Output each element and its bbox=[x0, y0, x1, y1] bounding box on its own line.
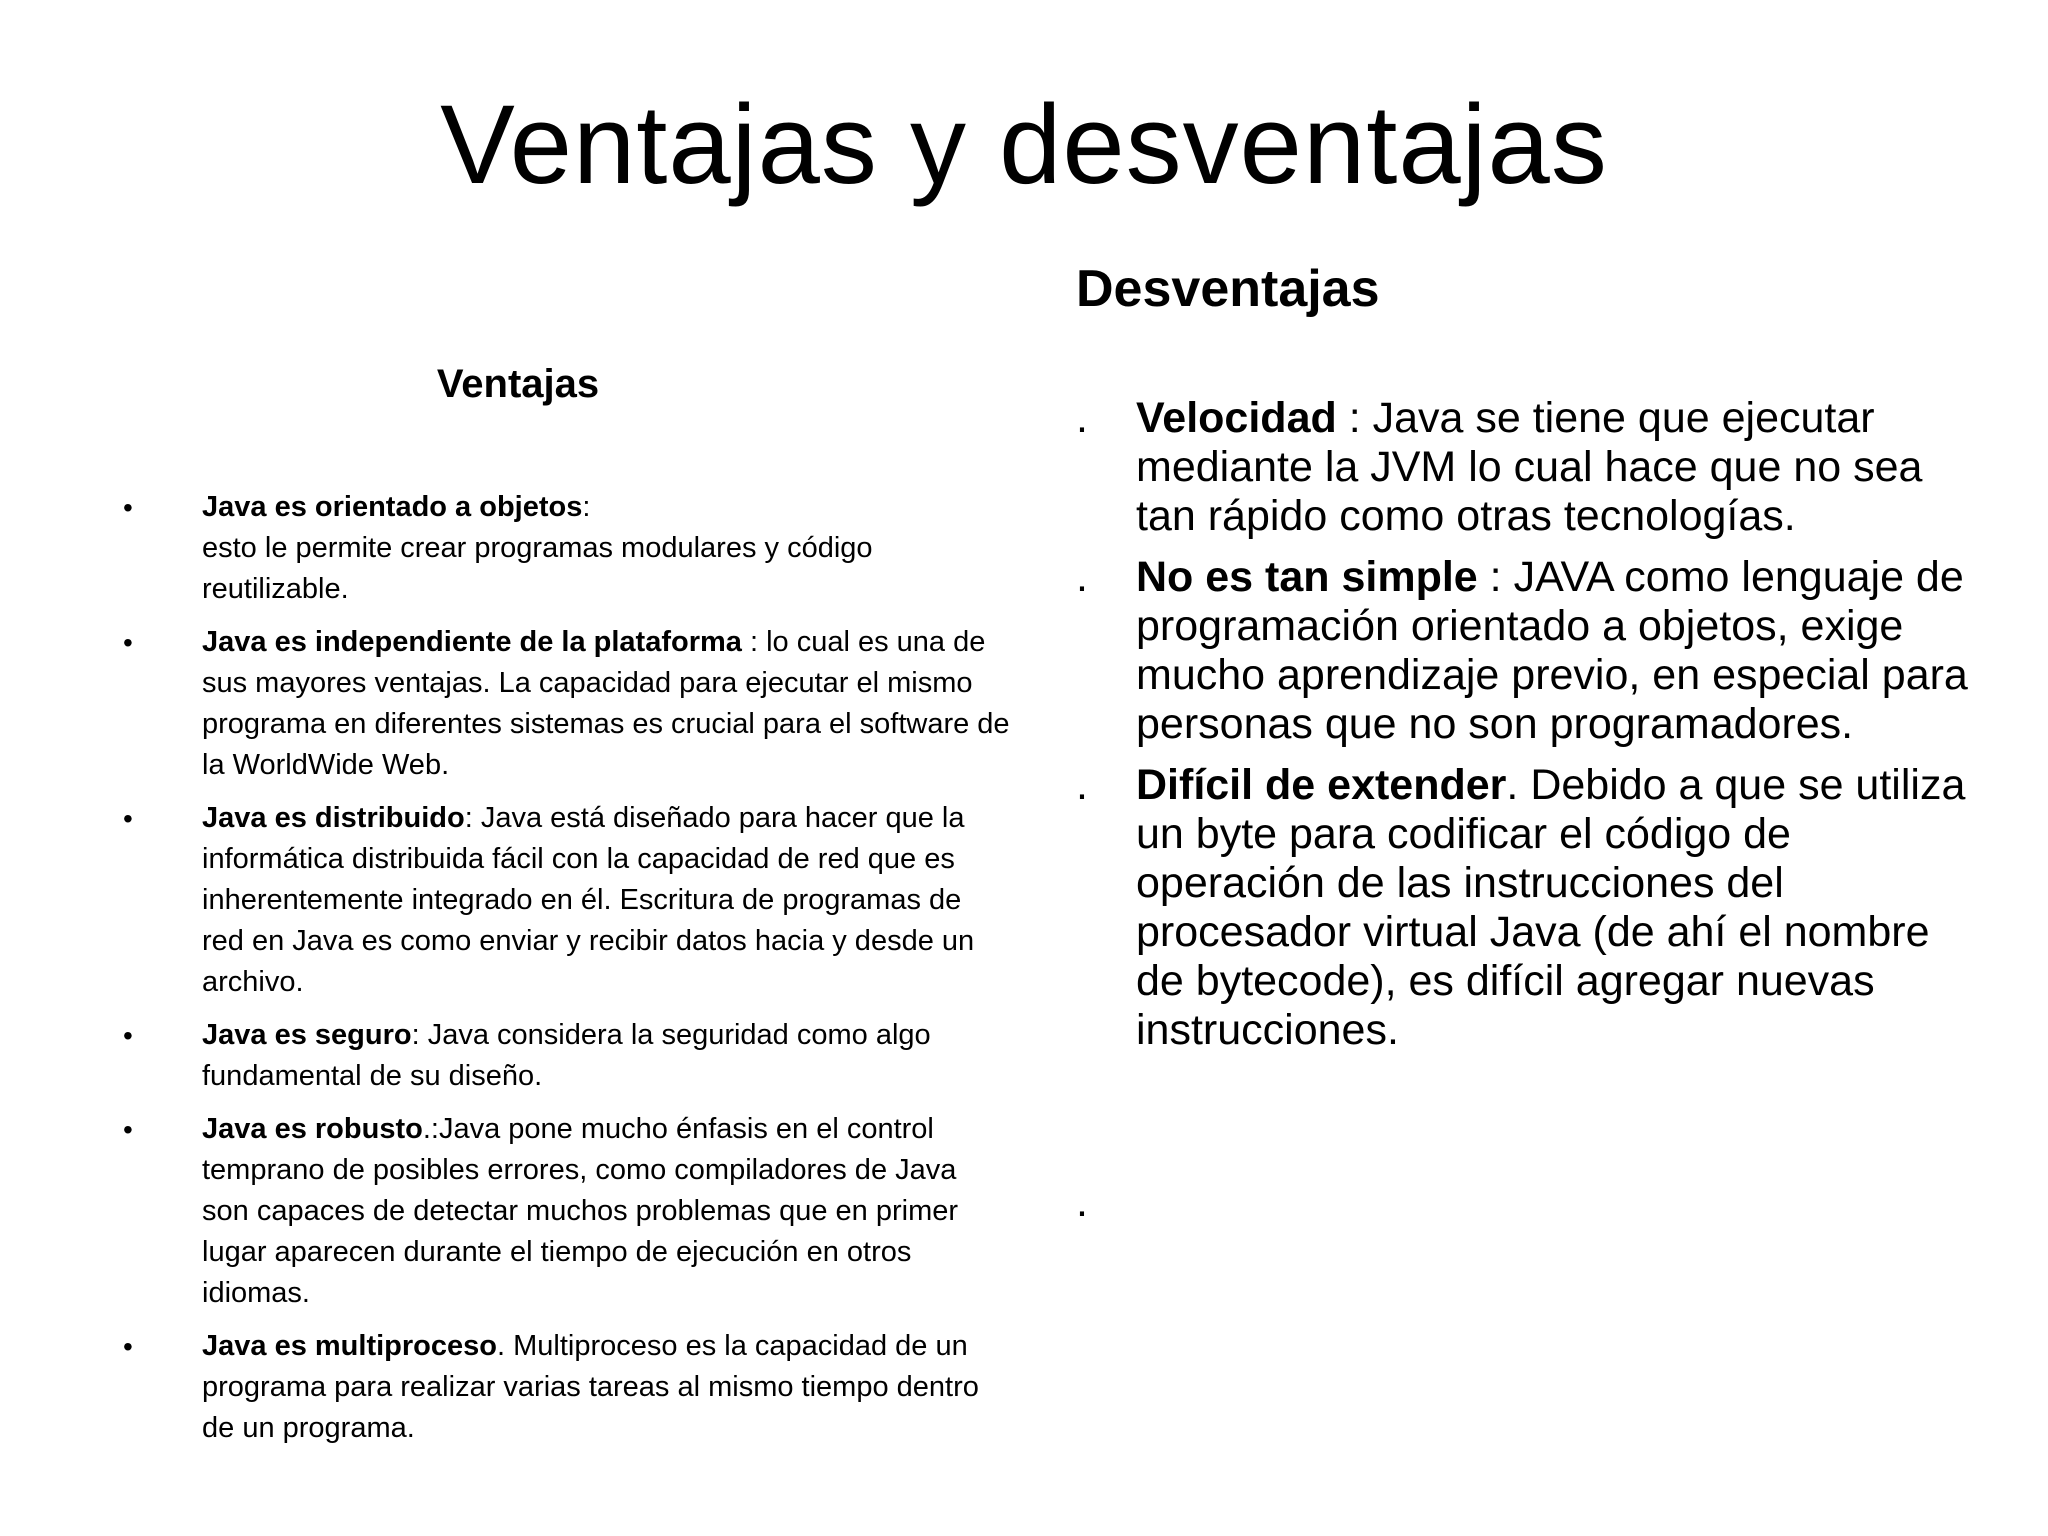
item-term: Java es robusto bbox=[202, 1113, 423, 1145]
list-item bbox=[120, 798, 1010, 1003]
list-item bbox=[1076, 553, 1976, 749]
empty-dot-marker: . bbox=[1076, 1178, 1088, 1226]
list-item bbox=[120, 1109, 1010, 1314]
list-item bbox=[120, 622, 1010, 786]
desventajas-heading: Desventajas bbox=[1076, 260, 1380, 318]
item-separator: : bbox=[1477, 553, 1514, 601]
dot-marker-icon: . bbox=[1076, 394, 1088, 442]
item-separator: : bbox=[464, 802, 481, 834]
bullet-icon: • bbox=[123, 1114, 133, 1145]
item-separator: . bbox=[1506, 761, 1531, 809]
list-item bbox=[1076, 394, 1976, 541]
item-text: Java considera la seguridad como algo fundamental de su diseño. bbox=[202, 1019, 931, 1092]
item-text: Java está diseñado para hacer que la informática distribuida fácil con la capacidad de red que es inherentemente integrado en él. Escritura de programas de red en Java es como enviar y recibir datos hacia y desde un archivo. bbox=[202, 802, 975, 998]
bullet-icon: • bbox=[123, 492, 133, 523]
item-term: Velocidad bbox=[1136, 394, 1337, 442]
item-separator: : bbox=[582, 491, 591, 523]
item-separator: : bbox=[1336, 394, 1373, 442]
bullet-icon: • bbox=[123, 1331, 133, 1362]
list-item bbox=[120, 487, 1010, 610]
desventajas-list bbox=[1076, 394, 1976, 1067]
item-term: Java es independiente de la plataforma bbox=[202, 626, 742, 658]
bullet-icon: • bbox=[123, 803, 133, 834]
item-separator: .: bbox=[422, 1113, 439, 1145]
dot-marker-icon: . bbox=[1076, 761, 1088, 809]
item-separator: . bbox=[496, 1330, 514, 1362]
item-text: Java se tiene que ejecutar mediante la JVM lo cual hace que no sea tan rápido como otras tecnologías. bbox=[1136, 394, 1923, 540]
item-text: JAVA como lenguaje de programación orientado a objetos, exige mucho aprendizaje previo, en especial para personas que no son programadores. bbox=[1136, 553, 1968, 748]
item-text: Debido a que se utiliza un byte para codificar el código de operación de las instrucciones del procesador virtual Java (de ahí el nombre de bytecode), es difícil agregar nuevas instrucciones. bbox=[1136, 761, 1966, 1054]
slide-title: Ventajas y desventajas bbox=[440, 82, 1608, 207]
item-term: Difícil de extender bbox=[1136, 761, 1507, 809]
item-text: lo cual es una de sus mayores ventajas. La capacidad para ejecutar el mismo programa en diferentes sistemas es crucial para el software de la WorldWide Web. bbox=[202, 626, 1010, 781]
item-text: Multiproceso es la capacidad de un programa para realizar varias tareas al mismo tiempo dentro de un programa. bbox=[202, 1330, 979, 1444]
list-item bbox=[120, 1015, 1010, 1097]
item-text: esto le permite crear programas modulares y código reutilizable. bbox=[202, 532, 873, 605]
item-term: Java es seguro bbox=[202, 1019, 412, 1051]
list-item bbox=[1076, 761, 1976, 1055]
list-item bbox=[120, 1326, 1010, 1449]
bullet-icon: • bbox=[123, 627, 133, 658]
item-separator: : bbox=[741, 626, 767, 658]
item-term: No es tan simple bbox=[1136, 553, 1478, 601]
ventajas-list bbox=[120, 487, 1010, 1461]
item-term: Java es orientado a objetos bbox=[202, 491, 583, 523]
item-term: Java es multiproceso bbox=[202, 1330, 497, 1362]
dot-marker-icon: . bbox=[1076, 553, 1088, 601]
ventajas-heading: Ventajas bbox=[436, 362, 600, 406]
item-text: Java pone mucho énfasis en el control temprano de posibles errores, como compiladores de Java son capaces de detectar muchos problemas que en primer lugar aparecen durante el tiempo de ejecución en otros idiomas. bbox=[202, 1113, 959, 1309]
bullet-icon: • bbox=[123, 1020, 133, 1051]
item-term: Java es distribuido bbox=[202, 802, 465, 834]
item-separator: : bbox=[411, 1019, 428, 1051]
